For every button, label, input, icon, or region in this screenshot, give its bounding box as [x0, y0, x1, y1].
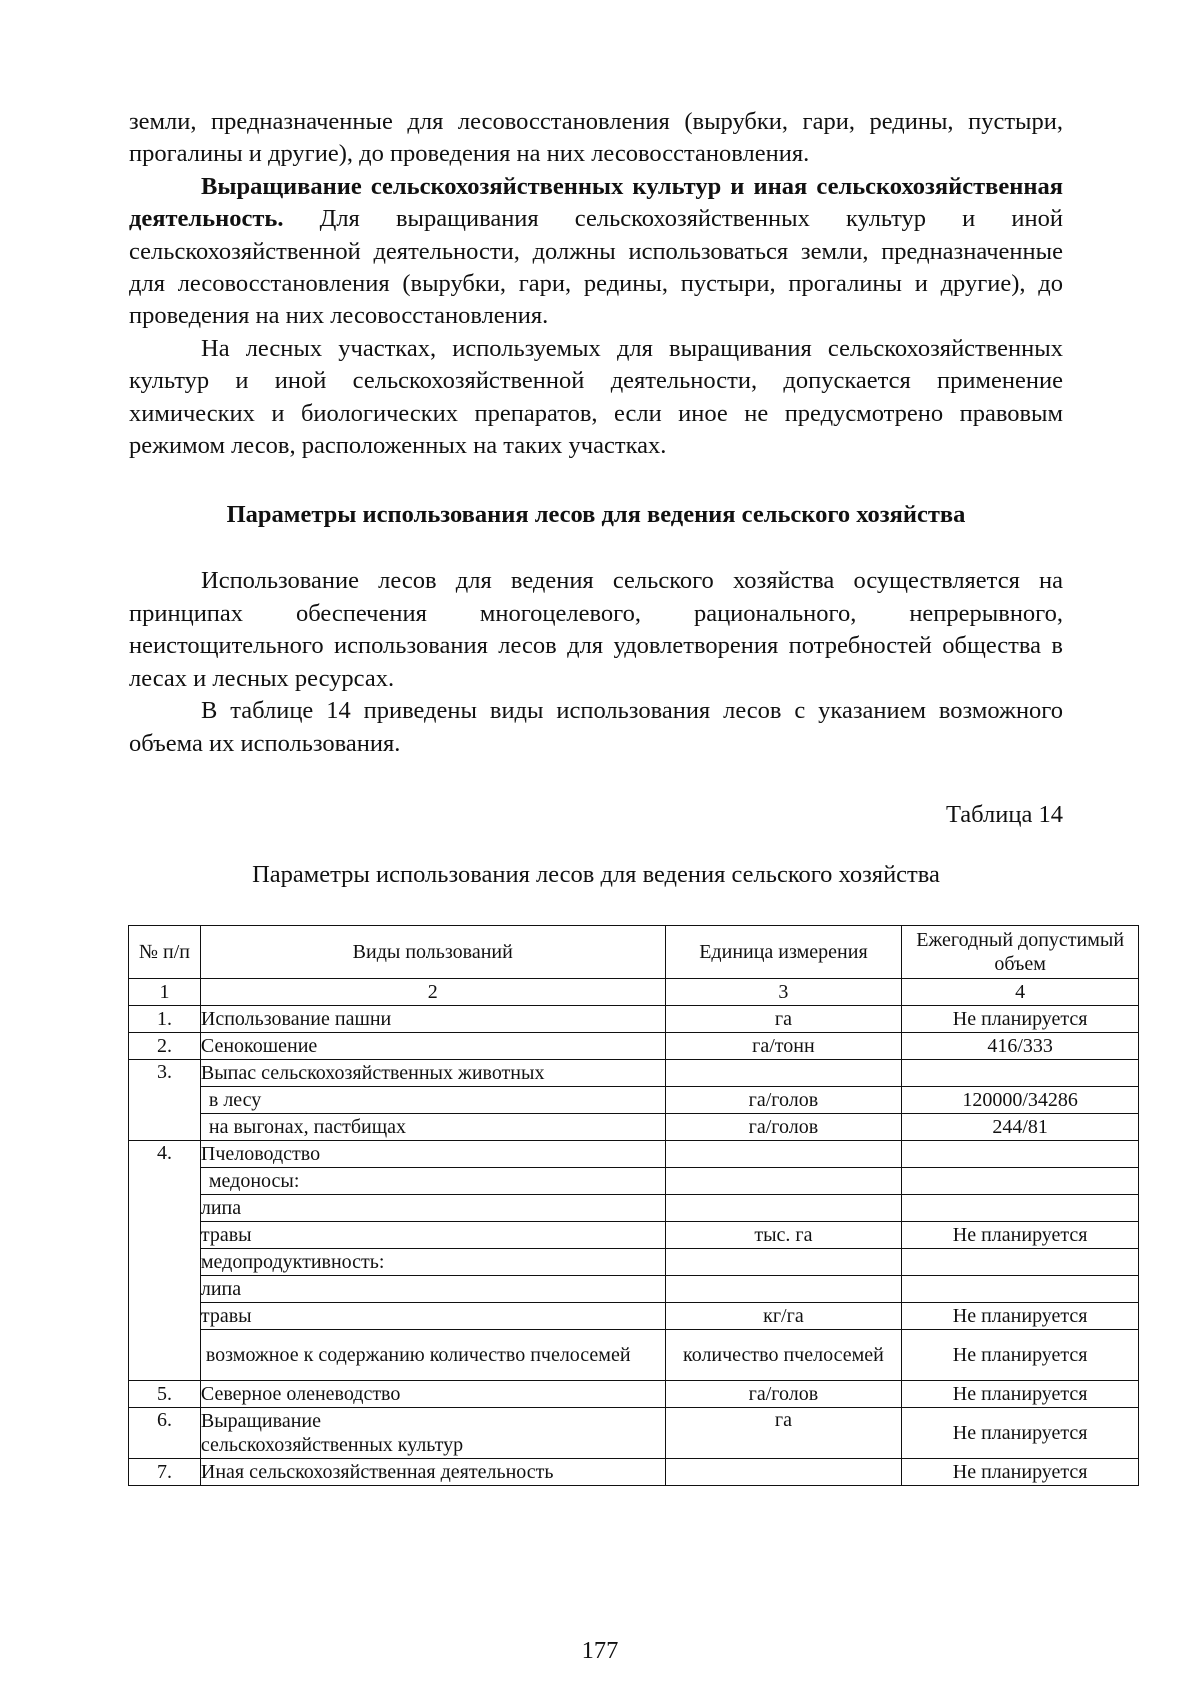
row-type: возможное к содержанию количество пчелосемей	[200, 1330, 665, 1381]
table-row	[129, 1381, 1139, 1408]
row-num: 1.	[129, 1006, 201, 1033]
row-num: 7.	[129, 1459, 201, 1486]
table-row	[129, 1249, 1139, 1276]
index-cell: 3	[665, 979, 902, 1006]
row-type: липа	[200, 1276, 665, 1303]
paragraph: Использование лесов для ведения сельского хозяйства осуществляется на принципах обеспечения многоцелевого, рационального, непрерывного, неистощительного использования лесов для удовлетворения потребностей общества в лесах и лесных ресурсах.	[129, 567, 1063, 692]
row-unit	[665, 1060, 902, 1087]
table-row	[129, 1459, 1139, 1486]
row-volume	[902, 1168, 1139, 1195]
row-type: Иная сельскохозяйственная деятельность	[200, 1459, 665, 1486]
table-row	[129, 1060, 1139, 1087]
row-type: Пчеловодство	[200, 1141, 665, 1168]
row-type: Выпас сельскохозяйственных животных	[200, 1060, 665, 1087]
table-row	[129, 1006, 1139, 1033]
table-label: Таблица 14	[945, 800, 1063, 828]
row-unit: кг/га	[665, 1303, 902, 1330]
table-row	[129, 1408, 1139, 1459]
row-type: Северное оленеводство	[200, 1381, 665, 1408]
row-volume: 416/333	[902, 1033, 1139, 1060]
row-unit: количество пчелосемей	[665, 1330, 902, 1381]
row-unit: га/голов	[665, 1087, 902, 1114]
index-cell: 4	[902, 979, 1139, 1006]
row-type: на выгонах, пастбищах	[200, 1114, 665, 1141]
row-unit: тыс. га	[665, 1222, 902, 1249]
table-header-row	[129, 926, 1139, 979]
row-num: 2.	[129, 1033, 201, 1060]
table-row	[129, 1195, 1139, 1222]
row-volume: Не планируется	[902, 1408, 1139, 1459]
row-volume: Не планируется	[902, 1006, 1139, 1033]
paragraph: На лесных участках, используемых для выращивания сельскохозяйственных культур и иной сельскохозяйственной деятельности, допускается применение химических и биологических препаратов, если иное не предусмотрено правовым режимом лесов, расположенных на таких участках.	[129, 334, 1063, 460]
paragraph: земли, предназначенные для лесовосстановления (вырубки, гари, редины, пустыри, прогалины и другие), до проведения на них лесовосстановления.	[129, 108, 1063, 168]
row-type: липа	[200, 1195, 665, 1222]
page-number: 177	[581, 1637, 619, 1664]
table-row	[129, 1303, 1139, 1330]
section-heading: Параметры использования лесов для ведения сельского хозяйства	[226, 501, 966, 529]
row-volume: Не планируется	[902, 1330, 1139, 1381]
table-row	[129, 1168, 1139, 1195]
row-unit	[665, 1141, 902, 1168]
row-unit: га/голов	[665, 1381, 902, 1408]
table-title: Параметры использования лесов для ведения сельского хозяйства	[252, 860, 940, 888]
paragraph: В таблице 14 приведены виды использования лесов с указанием возможного объема их использования.	[129, 697, 1063, 757]
row-volume	[902, 1060, 1139, 1087]
row-num: 5.	[129, 1381, 201, 1408]
row-unit	[665, 1168, 902, 1195]
paragraph	[129, 171, 1063, 333]
row-type: травы	[200, 1303, 665, 1330]
page-content	[129, 106, 1063, 891]
row-volume	[902, 1141, 1139, 1168]
row-volume: Не планируется	[902, 1303, 1139, 1330]
table-row	[129, 1276, 1139, 1303]
row-volume: Не планируется	[902, 1381, 1139, 1408]
table-row	[129, 1114, 1139, 1141]
row-volume: Не планируется	[902, 1222, 1139, 1249]
params-table	[128, 925, 1139, 1486]
row-unit	[665, 1459, 902, 1486]
header-unit: Единица измерения	[665, 926, 902, 979]
row-volume	[902, 1276, 1139, 1303]
row-type: Сенокошение	[200, 1033, 665, 1060]
table-row	[129, 1330, 1139, 1381]
paragraph-text: Для выращивания сельскохозяйственных культур и иной сельскохозяйственной деятельности, должны использоваться земли, предназначенные для лесовосстановления (вырубки, гари, редины, пустыри, прогалины и другие), до проведения на них лесовосстановления.	[129, 205, 1063, 330]
row-unit	[665, 1195, 902, 1222]
table-row	[129, 1141, 1139, 1168]
table-row	[129, 1087, 1139, 1114]
table-row	[129, 1033, 1139, 1060]
row-unit: га/тонн	[665, 1033, 902, 1060]
row-type: в лесу	[200, 1087, 665, 1114]
row-num: 3.	[129, 1060, 201, 1141]
bold-lead: Выращивание сельскохозяйственных культур и иная сельскохозяйственная деятельность.	[129, 172, 1063, 233]
row-num: 6.	[129, 1408, 201, 1459]
index-cell: 1	[129, 979, 201, 1006]
table-row	[129, 1222, 1139, 1249]
row-num: 4.	[129, 1141, 201, 1381]
table-index-row	[129, 979, 1139, 1006]
header-volume: Ежегодный допустимый объем	[902, 926, 1139, 979]
header-type: Виды пользований	[200, 926, 665, 979]
row-volume: 120000/34286	[902, 1087, 1139, 1114]
row-unit: га	[665, 1006, 902, 1033]
row-type: травы	[200, 1222, 665, 1249]
row-type: Выращивание сельскохозяйственных культур	[200, 1408, 665, 1459]
row-type: медоносы:	[200, 1168, 665, 1195]
row-unit	[665, 1249, 902, 1276]
header-num: № п/п	[129, 926, 201, 979]
row-unit: га	[665, 1408, 902, 1459]
row-type: Использование пашни	[200, 1006, 665, 1033]
row-volume: Не планируется	[902, 1459, 1139, 1486]
row-volume: 244/81	[902, 1114, 1139, 1141]
index-cell: 2	[200, 979, 665, 1006]
row-volume	[902, 1195, 1139, 1222]
row-type: медопродуктивность:	[200, 1249, 665, 1276]
row-unit	[665, 1276, 902, 1303]
row-volume	[902, 1249, 1139, 1276]
row-unit: га/голов	[665, 1114, 902, 1141]
